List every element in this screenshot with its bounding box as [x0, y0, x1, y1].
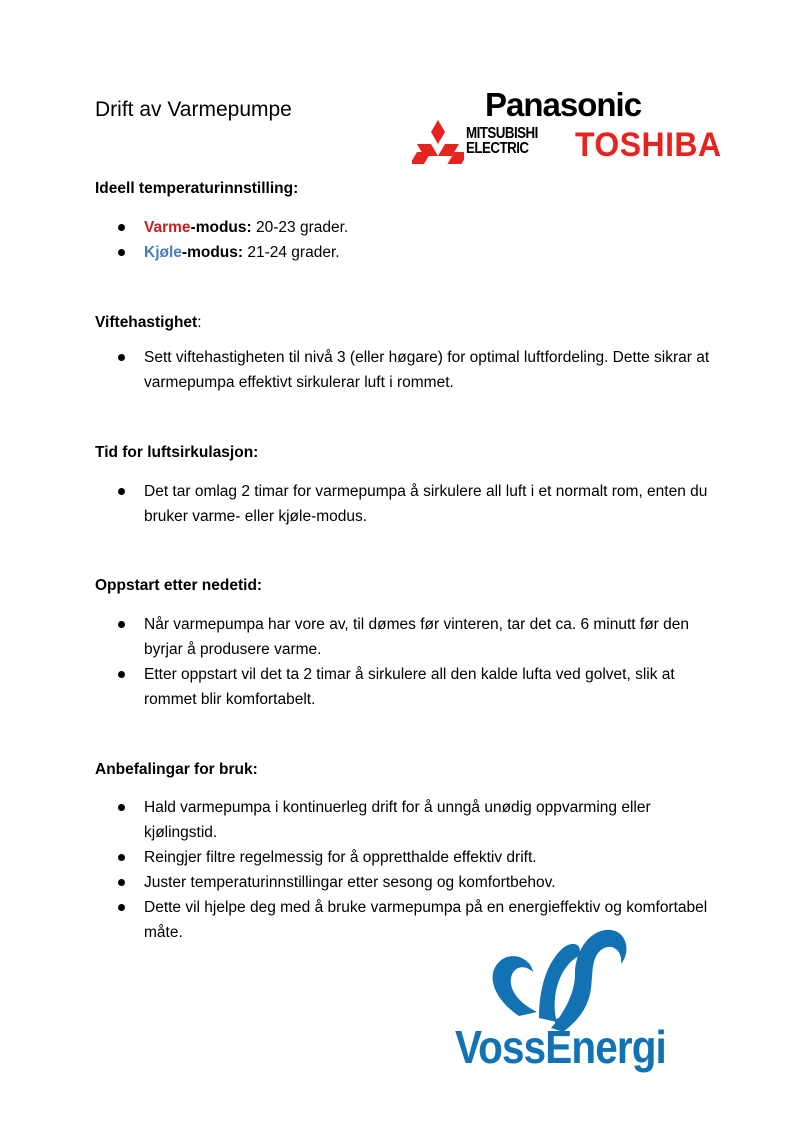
kjole-mode-label: Kjøle	[144, 244, 182, 261]
mitsubishi-text: MITSUBISHI	[466, 125, 538, 142]
list-item: Sett viftehastigheten til nivå 3 (eller høgare) for optimal luftfordeling. Dette sikrar at varmepumpa effektivt sirkulerar luft i rommet.	[95, 345, 715, 395]
circ-heading: Tid for luftsirkulasjon:	[95, 444, 259, 461]
temp-list	[95, 215, 715, 265]
mitsubishi-diamonds-icon	[412, 120, 464, 166]
fan-heading: Viftehastighet:	[95, 314, 202, 331]
page-title: Drift av Varmepumpe	[95, 98, 292, 121]
list-item: Juster temperaturinnstillingar etter sesong og komfortbehov.	[95, 870, 715, 895]
list-item: Når varmepumpa har vore av, til dømes før vinteren, tar det ca. 6 minutt før den byrjar å produsere varme.	[95, 612, 715, 662]
list-item: Hald varmepumpa i kontinuerleg drift for å unngå unødig oppvarming eller kjølingstid.	[95, 795, 715, 845]
startup-list	[95, 612, 715, 712]
fan-list	[95, 345, 715, 395]
toshiba-logo: TOSHIBA	[575, 126, 722, 164]
voss-energi-logo: VossEnergi	[455, 1021, 666, 1073]
list-item: Etter oppstart vil det ta 2 timar å sirkulere all den kalde lufta ved golvet, slik at rommet blir komfortabelt.	[95, 662, 715, 712]
electric-text: ELECTRIC	[466, 140, 529, 157]
panasonic-logo: Panasonic	[485, 86, 642, 123]
temp-heading: Ideell temperaturinnstilling:	[95, 180, 299, 197]
list-item: Kjøle-modus: 21-24 grader.	[95, 240, 715, 265]
list-item: Det tar omlag 2 timar for varmepumpa å sirkulere all luft i et normalt rom, enten du bruker varme- eller kjøle-modus.	[95, 479, 715, 529]
recs-heading: Anbefalingar for bruk:	[95, 761, 258, 778]
mitsubishi-electric-logo	[412, 120, 572, 166]
recs-list	[95, 795, 715, 945]
varme-mode-label: Varme	[144, 219, 191, 236]
list-item: Dette vil hjelpe deg med å bruke varmepumpa på en energieffektiv og komfortabel måte.	[95, 895, 715, 945]
list-item: Varme-modus: 20-23 grader.	[95, 215, 715, 240]
list-item: Reingjer filtre regelmessig for å oppretthalde effektiv drift.	[95, 845, 715, 870]
circ-list	[95, 479, 715, 529]
startup-heading: Oppstart etter nedetid:	[95, 577, 263, 594]
